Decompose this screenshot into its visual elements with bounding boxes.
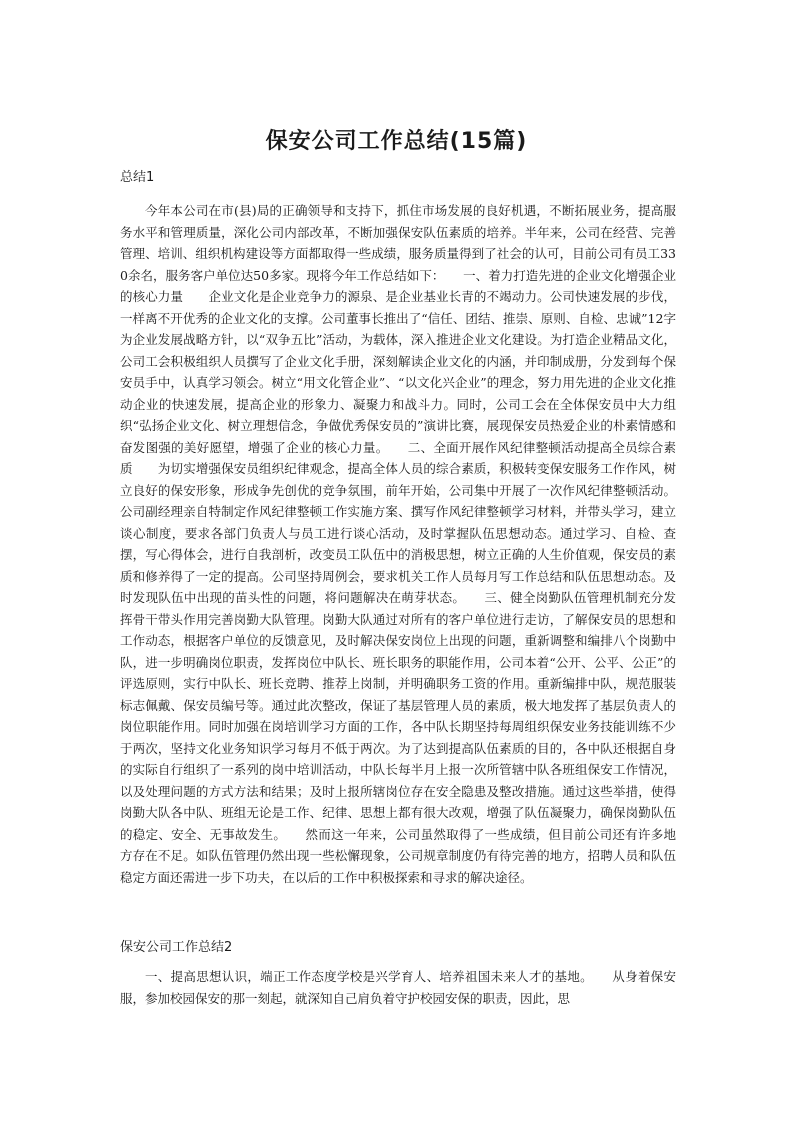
section-heading-1: 总结1 bbox=[120, 170, 155, 185]
section-heading-2: 保安公司工作总结2 bbox=[120, 940, 233, 955]
document-title: 保安公司工作总结(15篇) bbox=[265, 129, 528, 154]
section-body-2: 一、提高思想认识，端正工作态度学校是兴学育人、培养祖国未来人才的基地。 从身着保安服，参加校园保安的那一刻起，就深知自己肩负着守护校园安保的职责，因此，思 bbox=[120, 969, 676, 1006]
section-body-1: 今年本公司在市(县)局的正确领导和支持下，抓住市场发展的良好机遇，不断拓展业务，提高服务水平和管理质量，深化公司内部改革，不断加强保安队伍素质的培养。半年来，公司在经营、完善管理、培训、组织机构建设等方面都取得一些成绩，服务质量得到了社会的认可，目前公司有员工330余名，服务客户单位达50多家。现将今年工作总结如下： 一、着力打造先进的企业文化增强企业的核心力量 企业文化是企业竞争力的源泉、是企业基业长青的不竭动力。公司快速发展的步伐，一样离不开优秀的企业文化的支撑。公司董事长推出了“信任、团结、推崇、原则、自检、忠诚”12字为企业发展战略方针，以“双争五比”活动，为载体，深入推进企业文化建设。为打造企业精品文化，公司工会积极组织人员撰写了企业文化手册，深刻解读企业文化的内涵，并印制成册，分发到每个保安员手中，认真学习领会。树立“用文化管企业”、“以文化兴企业”的理念，努力用先进的企业文化推动企业的快速发展，提高企业的形象力、凝聚力和战斗力。同时，公司工会在全体保安员中大力组织“弘扬企业文化、树立理想信念，争做优秀保安员的”演讲比赛，展现保安员热爱企业的朴素情感和奋发图强的美好愿望，增强了企业的核心力量。 二、全面开展作风纪律整顿活动提高全员综合素质 为切实增强保安员组织纪律观念，提高全体人员的综合素质，积极转变保安服务工作作风，树立良好的保安形象，形成争先创优的竞争氛围，前年开始，公司集中开展了一次作风纪律整顿活动。公司副经理亲自特制定作风纪律整顿工作实施方案、撰写作风纪律整顿学习材料，并带头学习，建立谈心制度，要求各部门负责人与员工进行谈心活动，及时掌握队伍思想动态。通过学习、自检、查摆，写心得体会，进行自我剖析，改变员工队伍中的消极思想，树立正确的人生价值观，保安员的素质和修养得了一定的提高。公司坚持周例会，要求机关工作人员每月写工作总结和队伍思想动态。及时发现队伍中出现的苗头性的问题，将问题解决在萌芽状态。 三、健全岗勤队伍管理机制充分发挥骨干带头作用完善岗勤大队管理。岗勤大队通过对所有的客户单位进行走访，了解保安员的思想和工作动态，根据客户单位的反馈意见，及时解决保安岗位上出现的问题，重新调整和编排八个岗勤中队，进一步明确岗位职责，发挥岗位中队长、班长职务的职能作用，公司本着“公开、公平、公正”的评选原则，实行中队长、班长竞聘、推荐上岗制，并明确职务工资的作用。重新编排中队，规范服装标志佩戴、保安员编号等。通过此次整改，保证了基层管理人员的素质，极大地发挥了基层负责人的岗位职能作用。同时加强在岗培训学习方面的工作，各中队长期坚持每周组织保安业务技能训练不少于两次，坚持文化业务知识学习每月不低于两次。为了达到提高队伍素质的目的，各中队还根据自身的实际自行组织了一系列的岗中培训活动，中队长每半月上报一次所管辖中队各班组保安工作情况，以及处理问题的方式方法和结果；及时上报所辖岗位存在安全隐患及整改措施。通过这些举措，使得岗勤大队各中队、班组无论是工作、纪律、思想上都有很大改观，增强了队伍凝聚力，确保岗勤队伍的稳定、安全、无事故发生。 然而这一年来，公司虽然取得了一些成绩，但目前公司还有许多地方存在不足。如队伍管理仍然出现一些松懈现象，公司规章制度仍有待完善的地方，招聘人员和队伍稳定方面还需进一步下功夫，在以后的工作中积极探索和寻求的解决途径。 bbox=[120, 203, 676, 885]
